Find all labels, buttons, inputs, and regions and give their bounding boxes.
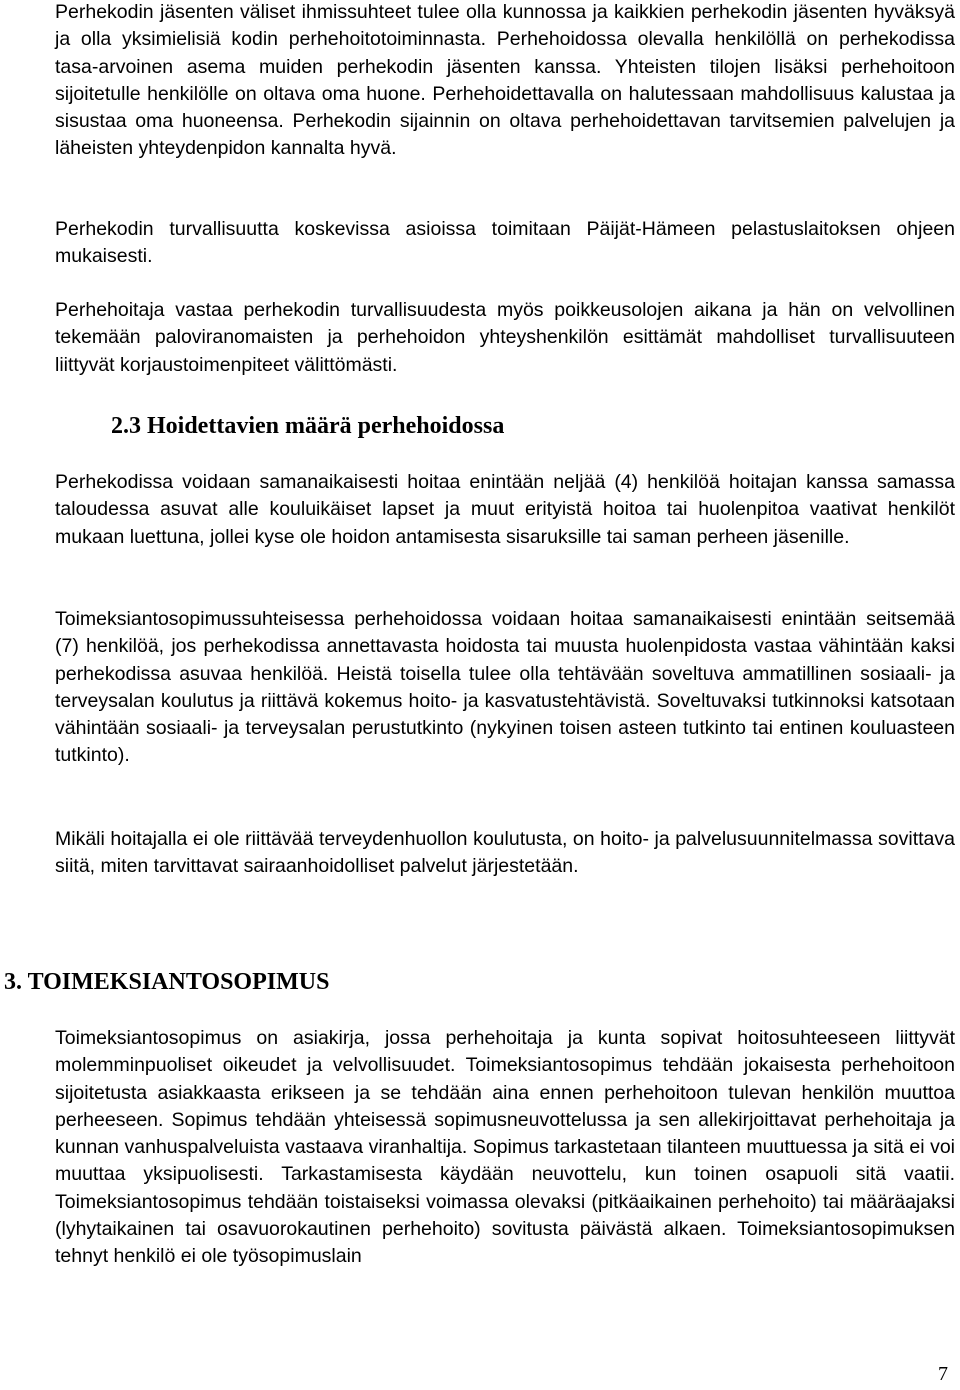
- paragraph-health-services: Mikäli hoitajalla ei ole riittävää terveydenhuollon koulutusta, on hoito- ja palvelusuunnitelmassa sovittava siitä, miten tarvittavat sairaanhoidolliset palvelut järjestetään.: [55, 828, 955, 878]
- paragraph-care-limit: Perhekodissa voidaan samanaikaisesti hoitaa enintään neljää (4) henkilöä hoitajan kanssa samassa taloudessa asuvat alle kouluikäiset lapset ja muut erityistä hoitoa tai huolenpitoa vaativat henkilöt mukaan luettuna, jollei kyse ole hoidon antamisesta sisaruksille tai saman perheen jäsenille.: [55, 471, 955, 548]
- section-heading-2-3: 2.3 Hoidettavien määrä perhehoidossa: [111, 413, 505, 439]
- paragraph-contract-care-limit: Toimeksiantosopimussuhteisessa perhehoidossa voidaan hoitaa samanaikaisesti enintään seitsemää (7) henkilöä, jos perhekodissa annettavasta hoidosta tai muusta huolenpidosta vastaa vähintään kaksi perhekodissa asuvaa henkilöä. Heistä toisella tulee olla tehtävään soveltuva ammatillinen sosiaali- ja terveysalan koulutus ja riittävä kokemus hoito- ja kasvatustehtävistä. Soveltuvaksi tutkinnoksi katsotaan vähintään sosiaali- ja terveysalan perustutkinto (nykyinen toisen asteen tutkinto tai entinen kouluasteen tutkinto).: [55, 608, 955, 767]
- paragraph-safety-rescue: Perhekodin turvallisuutta koskevissa asioissa toimitaan Päijät-Hämeen pelastuslaitoksen ohjeen mukaisesti.: [55, 218, 955, 268]
- page-number: 7: [938, 1363, 948, 1385]
- paragraph-contract-definition: Toimeksiantosopimus on asiakirja, jossa perhehoitaja ja kunta sopivat hoitosuhteeseen liittyvät molemminpuoliset oikeudet ja velvollisuudet. Toimeksiantosopimus tehdään jokaisesta perhehoitoon sijoitetusta asiakkaasta erikseen ja se tehdään aina ennen perhehoitoon tulevan henkilön muuttoa perheeseen. Sopimus tehdään yhteisessä sopimusneuvottelussa ja sen allekirjoittavat perhehoitaja ja kunnan vanhuspalveluista vastaava viranhaltija. Sopimus tarkastetaan tilanteen muuttuessa ja sitä ei voi muuttaa yksipuolisesti. Tarkastamisesta käydään neuvottelu, kun toinen osapuoli sitä vaatii. Toimeksiantosopimus tehdään toistaiseksi voimassa olevaksi (pitkäaikainen perhehoito) tai määräajaksi (lyhytaikainen tai osavuorokautinen perhehoito) sovitusta päivästä alkaen. Toimeksiantosopimuksen tehnyt henkilö ei ole työsopimuslain: [55, 1027, 955, 1268]
- paragraph-family-relations: Perhekodin jäsenten väliset ihmissuhteet tulee olla kunnossa ja kaikkien perhekodin jäsenten hyväksyä ja olla yksimielisiä kodin perhehoitotoiminnasta. Perhehoidossa olevalla henkilöllä on perhekodissa tasa-arvoinen asema muiden perhekodin jäsenten kanssa. Yhteisten tilojen lisäksi perhehoitoon sijoitetulle henkilölle on oltava oma huone. Perhehoidettavalla on halutessaan mahdollisuus kalustaa ja sisustaa oma huoneensa. Perhekodin sijainnin on oltava perhehoidettavan tarvitsemien palvelujen ja läheisten yhteydenpidon kannalta hyvä.: [55, 1, 955, 160]
- section-heading-3: 3. TOIMEKSIANTOSOPIMUS: [4, 969, 330, 995]
- paragraph-safety-responsibility: Perhehoitaja vastaa perhekodin turvallisuudesta myös poikkeusolojen aikana ja hän on velvollinen tekemään paloviranomaisten ja perhehoidon yhteyshenkilön esittämät mahdolliset turvallisuuteen liittyvät korjaustoimenpiteet välittömästi.: [55, 299, 955, 376]
